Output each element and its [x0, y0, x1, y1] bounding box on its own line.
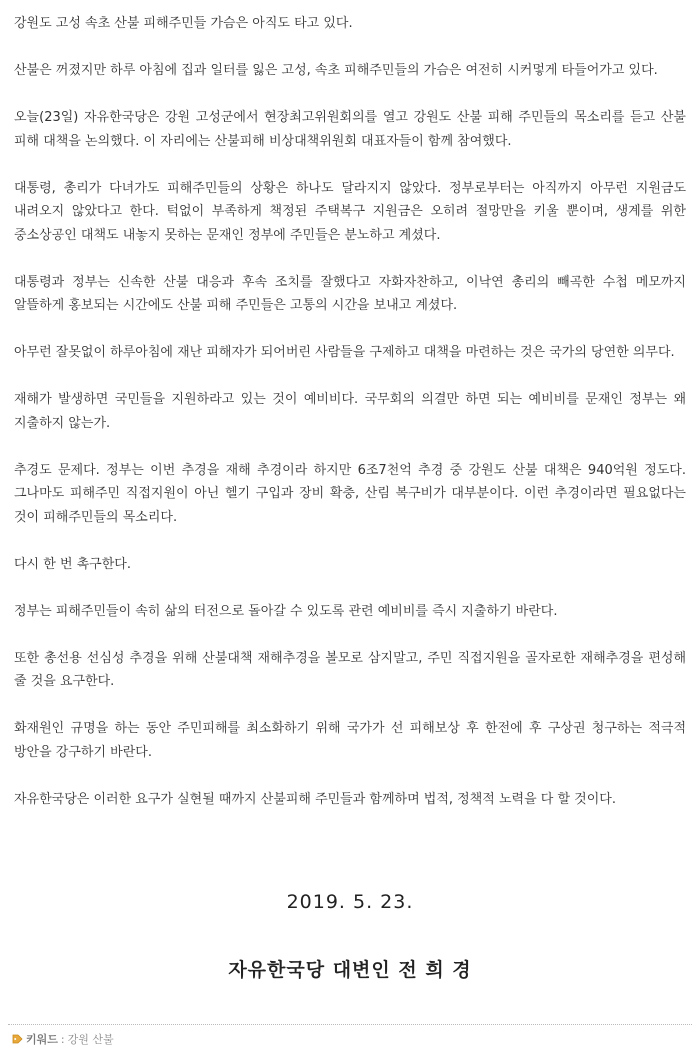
keywords-separator: : — [60, 1032, 65, 1046]
paragraph-11: 또한 총선용 선심성 추경을 위해 산불대책 재해추경을 볼모로 삼지말고, 주민 직접지원을 골자로한 재해추경을 편성해 줄 것을 요구한다. — [14, 650, 686, 689]
footer-divider — [8, 1024, 692, 1025]
tag-icon — [12, 1034, 23, 1044]
paragraph-7: 재해가 발생하면 국민들을 지원하라고 있는 것이 예비비다. 국무회의 의결만 하면 되는 예비비를 문재인 정부는 왜 지출하지 않는가. — [14, 392, 686, 431]
spokesperson-signature: 자유한국당 대변인 전 희 경 — [228, 959, 472, 981]
paragraph-6: 아무런 잘못없이 하루아침에 재난 피해자가 되어버린 사람들을 구제하고 대책을 마련하는 것은 국가의 당연한 의무다. — [14, 345, 675, 360]
paragraph-1: 강원도 고성 속초 산불 피해주민들 가슴은 아직도 타고 있다. — [14, 16, 353, 31]
paragraph-10: 정부는 피해주민들이 속히 삶의 터전으로 돌아갈 수 있도록 관련 예비비를 즉시 지출하기 바란다. — [14, 603, 558, 619]
keywords-label: 키워드 — [26, 1033, 58, 1046]
paragraph-5: 대통령과 정부는 신속한 산불 대응과 후속 조치를 잘했다고 자화자찬하고, 이낙연 총리의 빼곡한 수첩 메모까지 알뜰하게 홍보되는 시간에도 산불 피해 주민들은 고통의 시간을 보내고 계셨다. — [14, 274, 686, 313]
paragraph-9: 다시 한 번 촉구한다. — [14, 556, 131, 572]
paragraph-8: 추경도 문제다. 정부는 이번 추경을 재해 추경이라 하지만 6조7천억 추경 중 강원도 산불 대책은 940억원 정도다. 그나마도 피해주민 직접지원이 아닌 헬기 구입과 장비 확충, 산림 복구비가 대부분이다. 이런 추경이라면 필요없다는 것이 피해주민들의 목소리다. — [14, 462, 686, 525]
paragraph-2: 산불은 꺼졌지만 하루 아침에 집과 일터를 잃은 고성, 속초 피해주민들의 가슴은 여전히 시커멓게 타들어가고 있다. — [14, 63, 658, 78]
paragraph-3: 오늘(23일) 자유한국당은 강원 고성군에서 현장최고위원회의를 열고 강원도 산불 피해 주민들의 목소리를 듣고 산불 피해 대책을 논의했다. 이 자리에는 산불피해 비상대책위원회 대표자들이 함께 참여했다. — [14, 110, 686, 149]
article-body — [14, 12, 686, 835]
keywords-value[interactable]: 강원 산불 — [67, 1033, 114, 1046]
press-release-date: 2019. 5. 23. — [286, 891, 414, 913]
paragraph-13: 자유한국당은 이러한 요구가 실현될 때까지 산불피해 주민들과 함께하며 법적, 정책적 노력을 다 할 것이다. — [14, 791, 616, 807]
paragraph-4: 대통령, 총리가 다녀가도 피해주민들의 상황은 하나도 달라지지 않았다. 정부로부터는 아직까지 아무런 지원금도 내려오지 않았다고 한다. 턱없이 부족하게 책정된 주택복구 지원금은 오히려 절망만을 키울 뿐이며, 생계를 위한 중소상공인 대책도 내놓지 못하는 문재인 정부에 주민들은 분노하고 계셨다. — [14, 180, 686, 243]
keywords-row — [12, 1031, 114, 1047]
paragraph-12: 화재원인 규명을 하는 동안 주민피해를 최소화하기 위해 국가가 선 피해보상 후 한전에 후 구상권 청구하는 적극적 방안을 강구하기 바란다. — [14, 721, 686, 760]
